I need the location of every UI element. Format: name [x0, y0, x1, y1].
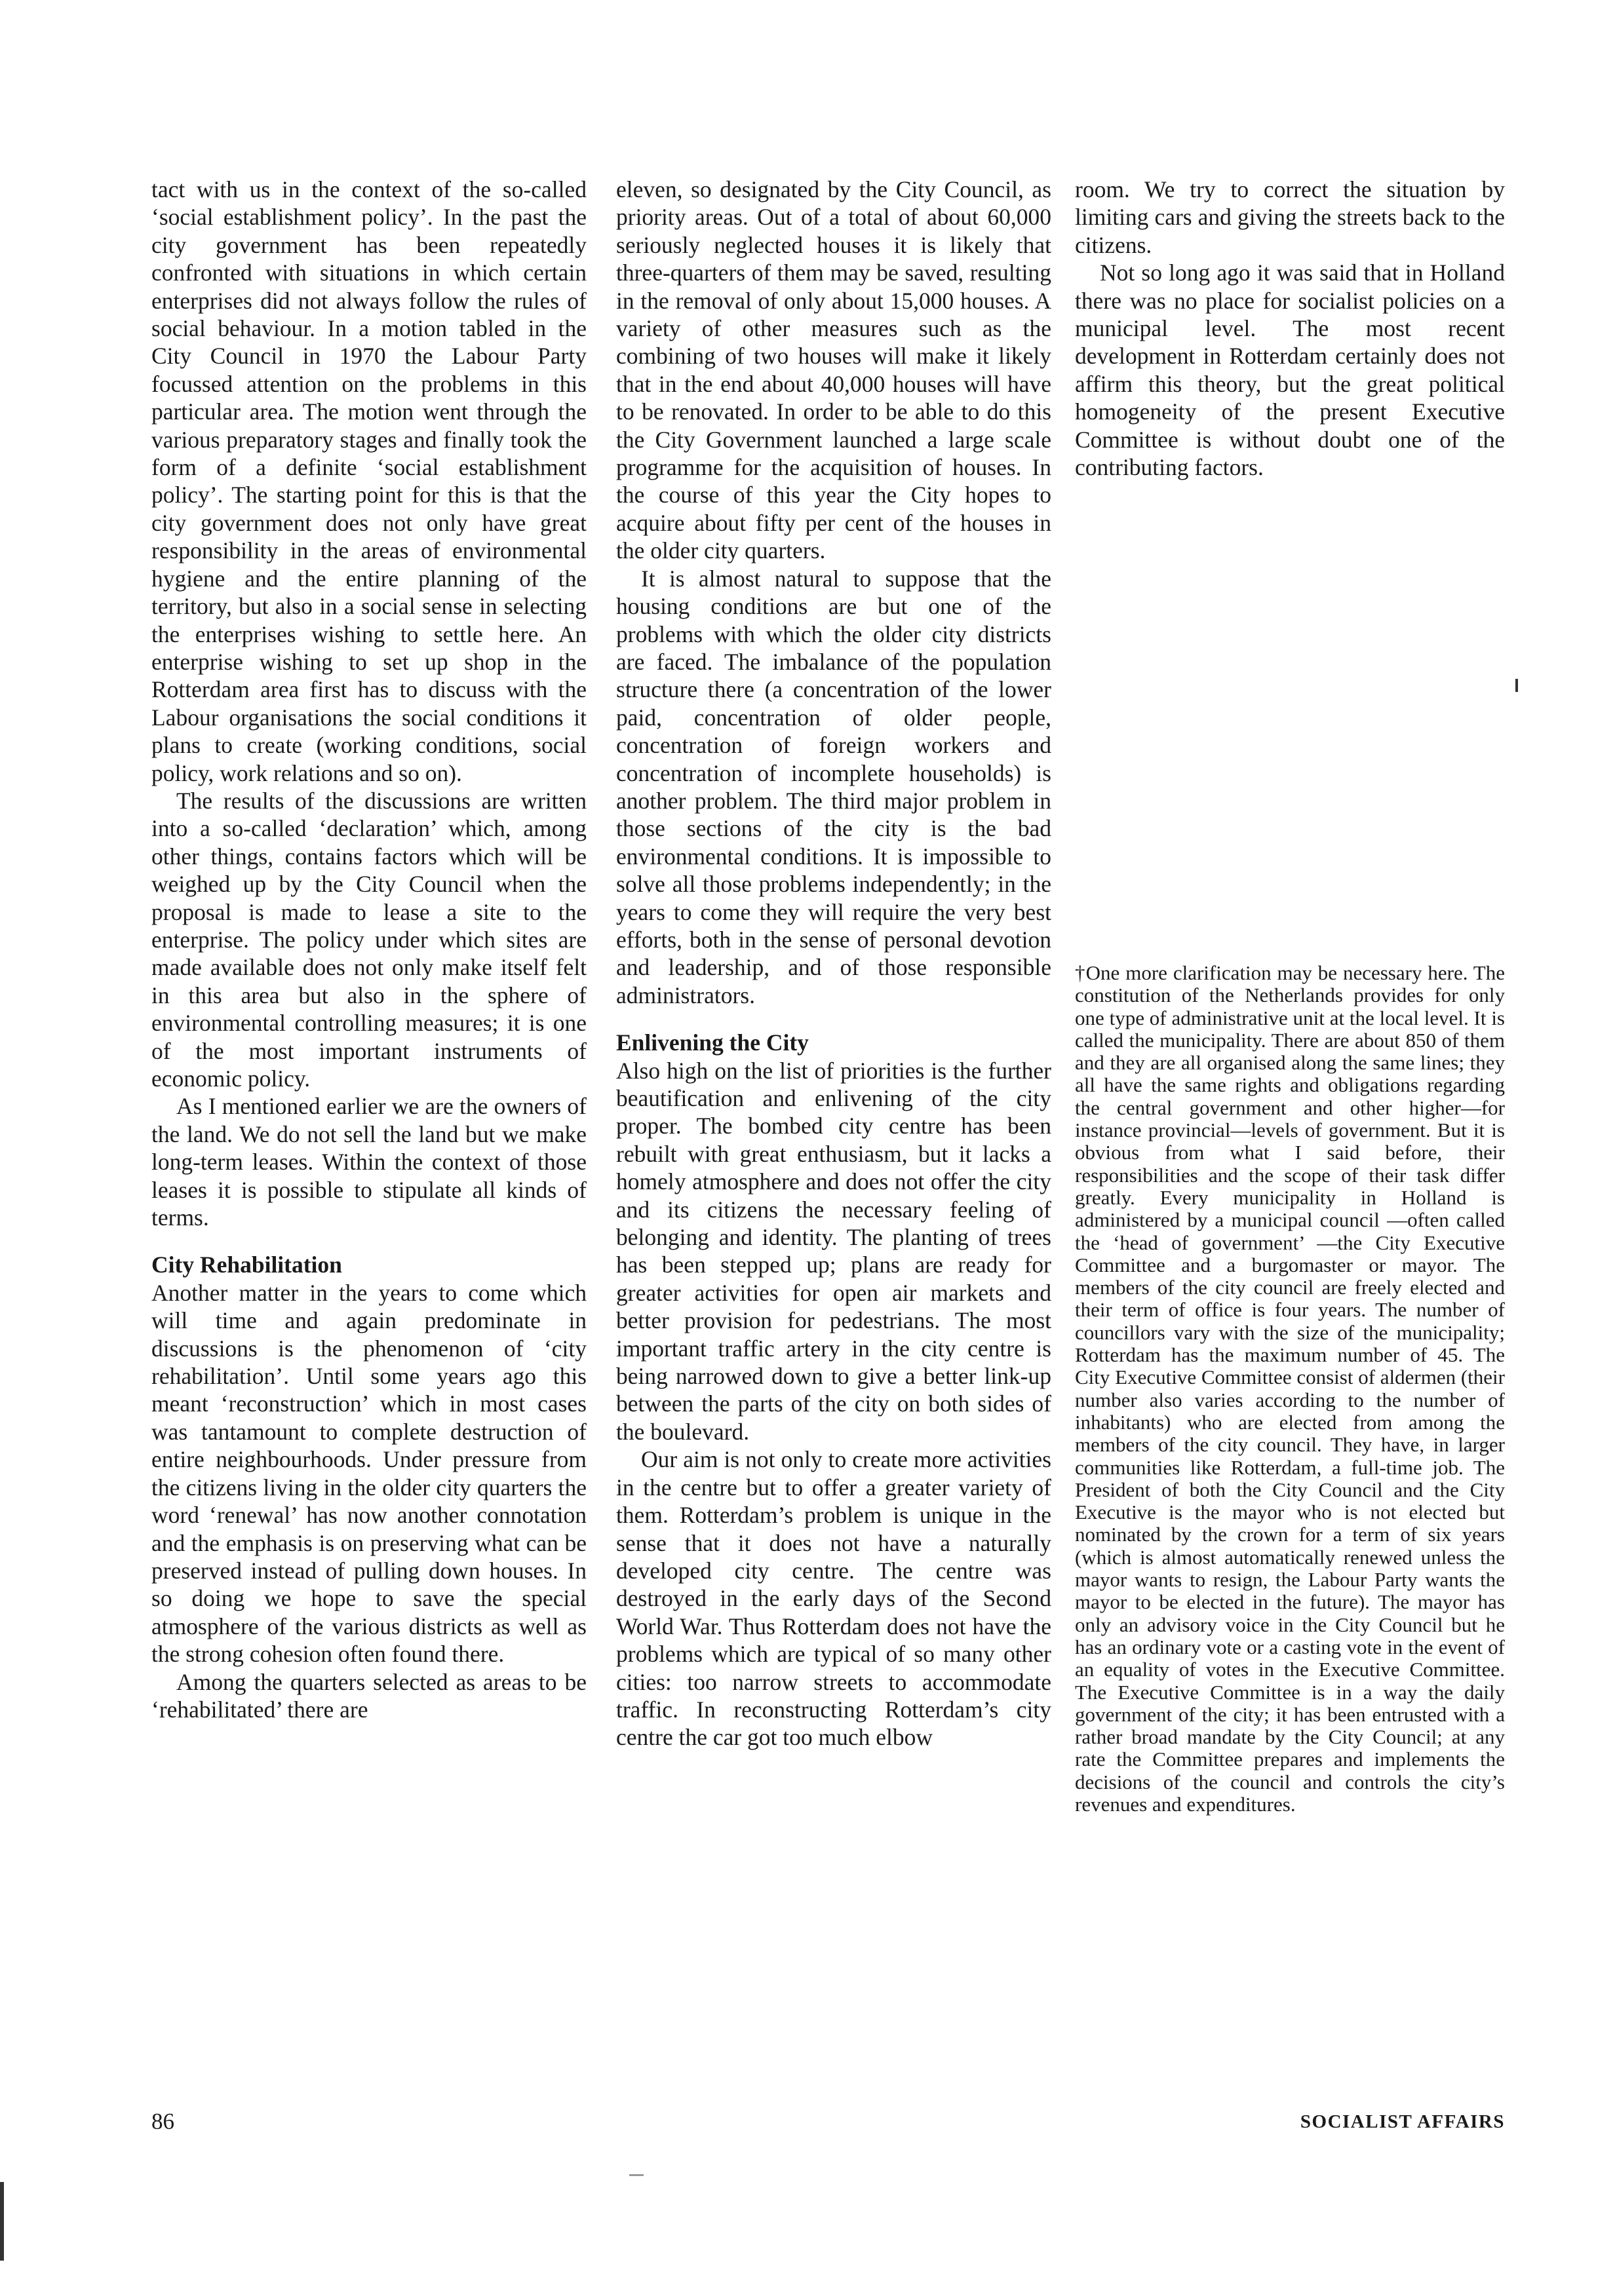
page-number: 86 — [151, 2109, 174, 2134]
paragraph: Our aim is not only to create more activities in the centre but to offer a greater variety of them. Rotterdam’s problem is unique in the sense that it does not have a naturally developed city centre. The centre was destroyed in the early days of the Second World War. Thus Rotterdam does not have the problems which are typical of so many other cities: too narrow streets to accommodate traffic. In reconstructing Rotterdam’s city centre the car got too much elbow — [616, 1446, 1051, 1751]
column-3 — [1075, 176, 1505, 481]
paragraph: As I mentioned earlier we are the owners of the land. We do not sell the land but we make long-term leases. Within the context of those leases it is possible to stipulate all kinds of terms. — [151, 1093, 587, 1231]
paragraph: The results of the discussions are written into a so-called ‘declaration’ which, among other things, contains factors which will be weighed up by the City Council when the proposal is made to lease a site to the enterprise. The policy under which sites are made available does not only make itself felt in this area but also in the sphere of environmental controlling measures; it is one of the most important instruments of economic policy. — [151, 787, 587, 1092]
section-heading-city-rehabilitation: City Rehabilitation — [151, 1252, 342, 1278]
paragraph: Not so long ago it was said that in Holland there was no place for socialist policies on a municipal level. The most recent development in Rotterdam certainly does not affirm this theory, but the great political homogeneity of the present Executive Committee is without doubt one of the contributing factors. — [1075, 259, 1505, 481]
section-heading-enlivening-the-city: Enlivening the City — [616, 1029, 809, 1056]
paragraph: Another matter in the years to come which will time and again predominate in discussions is the phenomenon of ‘city rehabilitation’. Until some years ago this meant ‘reconstruction’ which in most cases was tantamount to complete destruction of entire neighbourhoods. Under pressure from the citizens living in the older city quarters the word ‘renewal’ has now another connotation and the emphasis is on preserving what can be preserved instead of pulling down houses. In so doing we hope to save the special atmosphere of the various districts as well as the strong cohesion often found there. — [151, 1279, 587, 1668]
column-2 — [616, 176, 1051, 1751]
paragraph: Among the quarters selected as areas to be ‘rehabilitated’ there are — [151, 1668, 587, 1723]
publication-title: SOCIALIST AFFAIRS — [1300, 2111, 1505, 2132]
column-1 — [151, 176, 587, 1723]
footnote — [1075, 962, 1505, 1816]
paragraph: room. We try to correct the situation by limiting cars and giving the streets back to the citizens. — [1075, 176, 1505, 258]
paragraph: It is almost natural to suppose that the housing conditions are but one of the problems with which the older city districts are faced. The imbalance of the population structure there (a concentration of the lower paid, concentration of older people, concentration of foreign workers and concentration of incomplete households) is another problem. The third major problem in those sections of the city is the bad environmental conditions. It is impossible to solve all those problems independently; in the years to come they will require the very best efforts, both in the sense of personal devotion and leadership, and of those responsible administrators. — [616, 565, 1051, 1008]
scan-mark — [0, 2182, 4, 2261]
footnote-text: †One more clarification may be necessary here. The constitution of the Netherlands provides for only one type of administrative unit at the local level. It is called the municipality. There are about 850 of them and they are all organised along the same lines; they all have the same rights and obligations regarding the central government and other higher—for instance provincial—levels of government. But it is obvious from what I said before, their responsibilities and the scope of their task differ greatly. Every municipality in Holland is administered by a municipal council —often called the ‘head of government’ —the City Executive Committee and a burgomaster or mayor. The members of the city council are freely elected and their term of office is four years. The number of councillors vary with the size of the municipality; Rotterdam has the maximum number of 45. The City Executive Committee consist of aldermen (their number also varies according to the number of inhabitants) who are elected from among the members of the city council. They have, in larger communities like Rotterdam, a full-time job. The President of both the City Council and the City Executive is the mayor who is not elected but nominated by the crown for a term of six years (which is almost automatically renewed unless the mayor wants to resign, the Labour Party wants the mayor to be elected in the future). The mayor has only an advisory voice in the City Council but he has an ordinary vote or a casting vote in the event of an equality of votes in the Executive Committee. The Executive Committee is in a way the daily government of the city; it has been entrusted with a rather broad mandate by the City Council; at any rate the Committee prepares and implements the decisions of the council and controls the city’s revenues and expenditures. — [1075, 961, 1505, 1816]
paragraph: eleven, so designated by the City Council, as priority areas. Out of a total of about 60,000 seriously neglected houses it is likely that three-quarters of them may be saved, resulting in the removal of only about 15,000 houses. A variety of other measures such as the combining of two houses will make it likely that in the end about 40,000 houses will have to be renovated. In order to be able to do this the City Government launched a large scale programme for the acquisition of houses. In the course of this year the City hopes to acquire about fifty per cent of the houses in the older city quarters. — [616, 176, 1051, 564]
scan-mark — [629, 2174, 644, 2176]
paragraph: Also high on the list of priorities is the further beautification and enlivening of the city proper. The bombed city centre has been rebuilt with great enthusiasm, but it lacks a homely atmosphere and does not offer the city and its citizens the necessary feeling of belonging and identity. The planting of trees has been stepped up; plans are ready for greater activities for open air markets and better provision for pedestrians. The most important traffic artery in the city centre is being narrowed down to give a better link-up between the parts of the city on both sides of the boulevard. — [616, 1057, 1051, 1445]
paragraph: tact with us in the context of the so-called ‘social establishment policy’. In the past the city government has been repeatedly confronted with situations in which certain enterprises did not always follow the rules of social behaviour. In a motion tabled in the City Council in 1970 the Labour Party focussed attention on the problems in this particular area. The motion went through the various preparatory stages and finally took the form of a definite ‘social establishment policy’. The starting point for this is that the city government does not only have great responsibility in the areas of environmental hygiene and the entire planning of the territory, but also in a social sense in selecting the enterprises wishing to settle here. An enterprise wishing to set up shop in the Rotterdam area first has to discuss with the Labour organisations the social conditions it plans to create (working conditions, social policy, work relations and so on). — [151, 176, 587, 786]
scan-mark — [1515, 679, 1518, 692]
